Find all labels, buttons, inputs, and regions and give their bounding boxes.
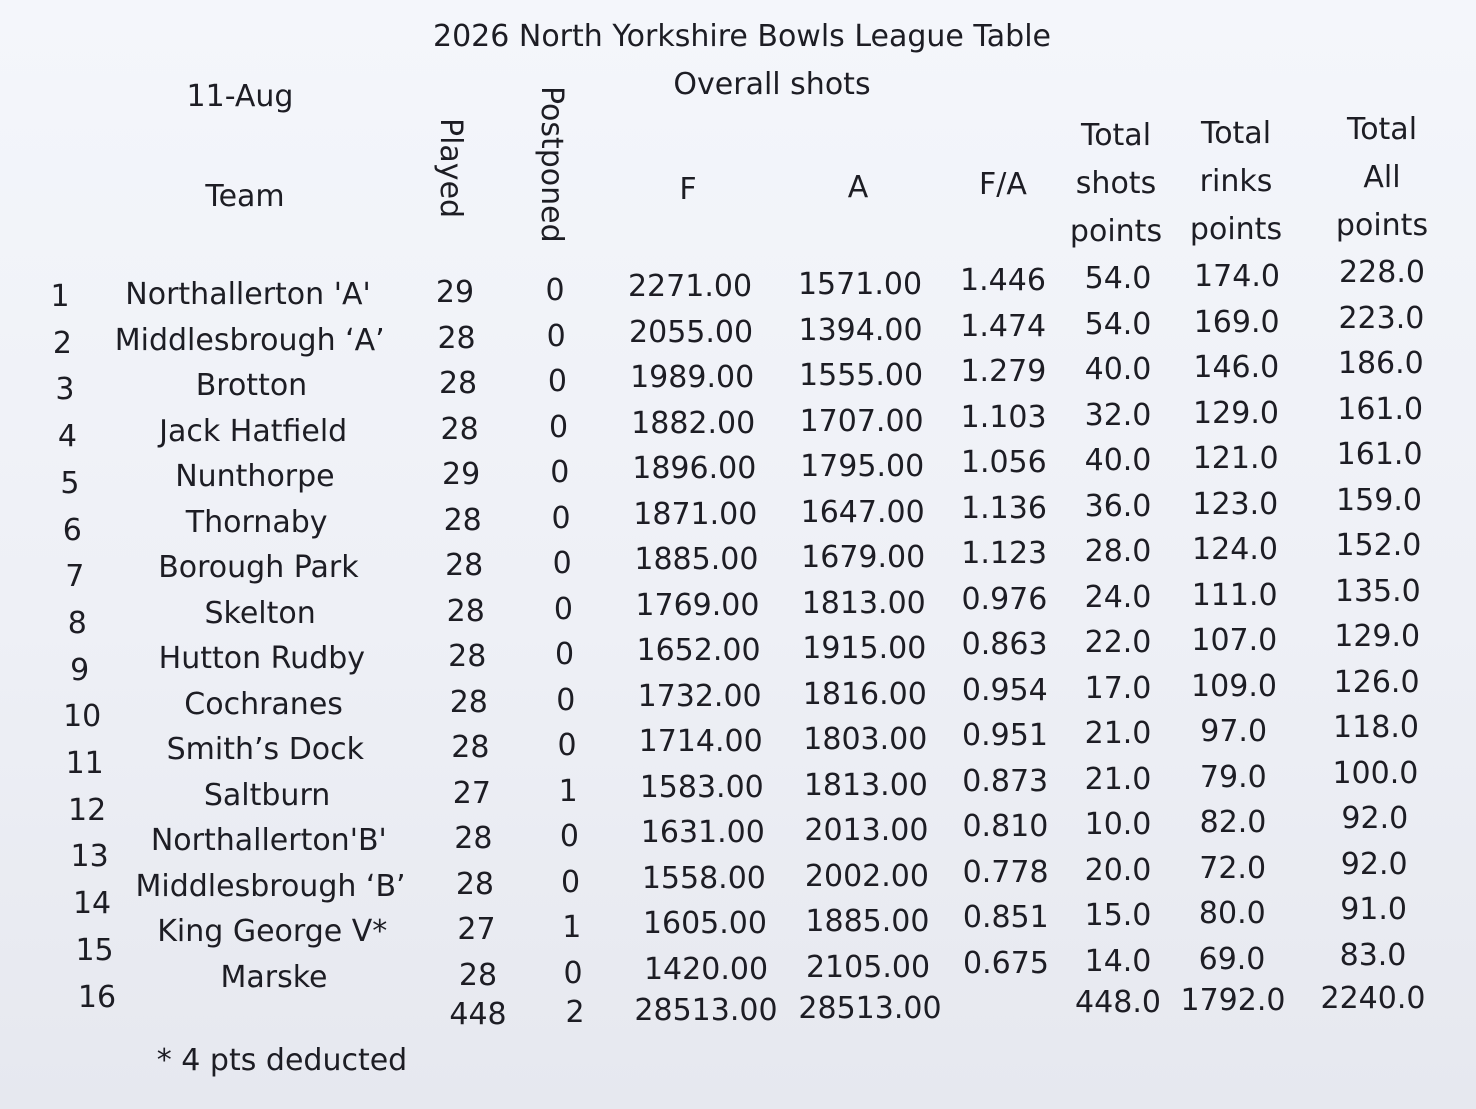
row-position: 3 bbox=[55, 372, 75, 408]
row-all-points: 186.0 bbox=[1337, 346, 1424, 381]
header-text: shots bbox=[1075, 166, 1157, 201]
row-a: 1813.00 bbox=[803, 767, 928, 803]
row-a: 1816.00 bbox=[802, 676, 927, 712]
row-postponed: 1 bbox=[562, 910, 582, 945]
row-all-points: 152.0 bbox=[1335, 528, 1422, 563]
row-postponed: 0 bbox=[551, 500, 571, 536]
row-rinks-points: 79.0 bbox=[1199, 759, 1267, 795]
row-team: Skelton bbox=[204, 595, 316, 631]
row-position: 2 bbox=[52, 325, 72, 361]
row-position: 4 bbox=[57, 419, 77, 455]
total-played: 448 bbox=[449, 997, 507, 1032]
row-fa: 0.863 bbox=[961, 627, 1048, 662]
row-fa: 1.103 bbox=[960, 399, 1047, 435]
row-shots-points: 20.0 bbox=[1084, 852, 1152, 888]
row-played: 27 bbox=[452, 775, 491, 811]
row-all-points: 92.0 bbox=[1341, 801, 1409, 836]
header-total-shots-points bbox=[1070, 112, 1162, 256]
row-postponed: 0 bbox=[555, 637, 575, 672]
row-rinks-points: 129.0 bbox=[1193, 395, 1279, 431]
row-fa: 1.446 bbox=[960, 263, 1046, 298]
row-fa: 0.873 bbox=[962, 763, 1049, 799]
row-postponed: 0 bbox=[557, 728, 577, 763]
row-shots-points: 14.0 bbox=[1084, 943, 1152, 979]
row-a: 1915.00 bbox=[802, 631, 927, 666]
row-a: 1571.00 bbox=[797, 267, 923, 302]
header-text: Total bbox=[1080, 118, 1152, 153]
row-a: 1795.00 bbox=[800, 449, 925, 484]
row-postponed: 0 bbox=[561, 864, 581, 900]
row-fa: 1.056 bbox=[960, 445, 1047, 480]
row-f: 1871.00 bbox=[633, 496, 758, 532]
row-rinks-points: 72.0 bbox=[1199, 850, 1267, 886]
row-f: 1583.00 bbox=[639, 769, 764, 805]
row-all-points: 100.0 bbox=[1332, 755, 1419, 791]
row-shots-points: 15.0 bbox=[1084, 898, 1152, 933]
row-shots-points: 54.0 bbox=[1084, 306, 1152, 342]
row-shots-points: 36.0 bbox=[1084, 488, 1152, 524]
footnote: * 4 pts deducted bbox=[156, 1043, 408, 1078]
row-played: 28 bbox=[448, 639, 487, 674]
header-fa: F/A bbox=[979, 167, 1027, 202]
row-fa: 1.279 bbox=[960, 354, 1047, 389]
row-a: 1885.00 bbox=[805, 904, 930, 939]
row-team: Hutton Rudby bbox=[158, 641, 366, 676]
row-postponed: 0 bbox=[553, 591, 573, 627]
header-text: All bbox=[1363, 160, 1401, 195]
total-rinks-points: 1792.0 bbox=[1180, 983, 1286, 1018]
row-position: 15 bbox=[75, 932, 114, 968]
row-a: 1803.00 bbox=[803, 722, 928, 757]
row-all-points: 83.0 bbox=[1339, 937, 1407, 973]
row-team: Saltburn bbox=[203, 777, 331, 813]
row-played: 28 bbox=[438, 366, 478, 401]
row-rinks-points: 121.0 bbox=[1192, 441, 1279, 476]
row-team: Borough Park bbox=[158, 550, 359, 585]
row-fa: 0.675 bbox=[963, 945, 1049, 981]
row-a: 1394.00 bbox=[798, 312, 923, 348]
row-played: 28 bbox=[440, 411, 479, 447]
row-played: 28 bbox=[437, 320, 476, 356]
row-f: 1714.00 bbox=[638, 724, 763, 759]
row-f: 1558.00 bbox=[641, 860, 766, 896]
row-all-points: 129.0 bbox=[1334, 619, 1421, 654]
row-position: 13 bbox=[70, 839, 109, 875]
row-shots-points: 28.0 bbox=[1084, 534, 1152, 569]
row-f: 2055.00 bbox=[629, 314, 754, 350]
row-position: 7 bbox=[65, 559, 85, 595]
row-position: 9 bbox=[70, 652, 90, 688]
row-played: 28 bbox=[446, 593, 485, 629]
row-position: 11 bbox=[65, 746, 104, 781]
row-all-points: 135.0 bbox=[1334, 573, 1421, 609]
row-team: Cochranes bbox=[184, 686, 343, 722]
row-shots-points: 17.0 bbox=[1084, 670, 1152, 706]
row-all-points: 159.0 bbox=[1336, 482, 1422, 518]
row-f: 1732.00 bbox=[637, 678, 762, 714]
row-all-points: 91.0 bbox=[1340, 892, 1407, 927]
row-rinks-points: 82.0 bbox=[1199, 805, 1267, 840]
row-fa: 1.136 bbox=[961, 490, 1047, 526]
row-played: 27 bbox=[457, 912, 496, 947]
header-postponed: Postponed bbox=[534, 86, 569, 243]
row-rinks-points: 97.0 bbox=[1200, 714, 1268, 749]
row-postponed: 0 bbox=[545, 273, 565, 308]
row-fa: 1.123 bbox=[961, 536, 1048, 571]
row-shots-points: 10.0 bbox=[1084, 807, 1152, 842]
row-team: Northallerton'B' bbox=[150, 823, 387, 858]
row-f: 1882.00 bbox=[631, 405, 756, 441]
row-position: 10 bbox=[63, 699, 102, 735]
row-postponed: 0 bbox=[546, 318, 566, 354]
row-postponed: 1 bbox=[558, 773, 578, 809]
row-team: Middlesbrough ‘B’ bbox=[135, 868, 406, 904]
row-played: 28 bbox=[454, 821, 493, 856]
row-postponed: 0 bbox=[563, 955, 583, 991]
header-text: Total bbox=[1200, 116, 1272, 151]
row-postponed: 0 bbox=[550, 455, 570, 490]
row-position: 6 bbox=[62, 512, 82, 548]
row-team: Smith’s Dock bbox=[166, 732, 365, 767]
row-shots-points: 21.0 bbox=[1084, 716, 1152, 751]
row-shots-points: 40.0 bbox=[1084, 352, 1152, 387]
row-all-points: 118.0 bbox=[1333, 710, 1419, 745]
header-a: A bbox=[847, 170, 869, 205]
total-all-points: 2240.0 bbox=[1320, 981, 1426, 1016]
row-a: 1813.00 bbox=[801, 585, 926, 621]
row-a: 2105.00 bbox=[805, 949, 931, 985]
row-position: 8 bbox=[67, 605, 87, 641]
total-f: 28513.00 bbox=[634, 993, 778, 1028]
row-played: 28 bbox=[445, 548, 484, 583]
row-a: 2002.00 bbox=[804, 858, 929, 894]
row-team: Thornaby bbox=[185, 504, 328, 540]
row-shots-points: 21.0 bbox=[1084, 761, 1152, 797]
row-position: 12 bbox=[68, 792, 107, 828]
row-fa: 0.976 bbox=[961, 581, 1048, 617]
row-all-points: 161.0 bbox=[1336, 437, 1423, 472]
header-total-all-points bbox=[1336, 106, 1428, 250]
row-rinks-points: 146.0 bbox=[1193, 350, 1280, 385]
row-rinks-points: 80.0 bbox=[1198, 896, 1266, 931]
table-subtitle: Overall shots bbox=[673, 67, 871, 102]
row-played: 28 bbox=[449, 684, 488, 720]
row-f: 1652.00 bbox=[636, 633, 761, 668]
row-team: Jack Hatfield bbox=[159, 413, 348, 449]
row-shots-points: 22.0 bbox=[1084, 625, 1152, 660]
row-postponed: 0 bbox=[547, 364, 567, 399]
row-postponed: 0 bbox=[559, 819, 579, 854]
table-title: 2026 North Yorkshire Bowls League Table bbox=[432, 19, 1052, 54]
row-a: 2013.00 bbox=[804, 813, 929, 848]
row-fa: 0.851 bbox=[962, 900, 1049, 935]
header-team: Team bbox=[205, 179, 285, 214]
row-f: 1631.00 bbox=[640, 815, 765, 850]
row-a: 1707.00 bbox=[799, 403, 924, 439]
header-text: points bbox=[1069, 214, 1163, 249]
row-fa: 0.778 bbox=[962, 854, 1049, 890]
row-f: 1605.00 bbox=[642, 906, 767, 941]
row-rinks-points: 69.0 bbox=[1198, 941, 1266, 977]
row-team: Nunthorpe bbox=[175, 459, 335, 494]
row-f: 1896.00 bbox=[632, 451, 757, 486]
row-shots-points: 32.0 bbox=[1084, 397, 1152, 433]
row-f: 1769.00 bbox=[635, 587, 760, 623]
row-postponed: 0 bbox=[549, 409, 569, 445]
row-shots-points: 40.0 bbox=[1084, 443, 1152, 478]
row-a: 1647.00 bbox=[800, 494, 925, 530]
row-fa: 0.951 bbox=[962, 718, 1048, 753]
row-f: 1885.00 bbox=[634, 542, 759, 577]
header-text: points bbox=[1189, 212, 1283, 247]
row-all-points: 92.0 bbox=[1340, 846, 1408, 882]
row-shots-points: 24.0 bbox=[1084, 579, 1152, 615]
row-rinks-points: 174.0 bbox=[1194, 259, 1280, 294]
row-f: 1989.00 bbox=[630, 360, 755, 395]
row-rinks-points: 169.0 bbox=[1193, 304, 1280, 340]
row-played: 29 bbox=[435, 275, 475, 310]
row-all-points: 228.0 bbox=[1339, 255, 1425, 290]
row-played: 29 bbox=[442, 457, 481, 492]
row-rinks-points: 107.0 bbox=[1191, 623, 1278, 658]
row-rinks-points: 111.0 bbox=[1191, 577, 1278, 613]
row-f: 2271.00 bbox=[627, 269, 753, 304]
total-postponed: 2 bbox=[565, 995, 585, 1030]
row-shots-points: 54.0 bbox=[1084, 261, 1152, 296]
row-a: 1679.00 bbox=[801, 540, 926, 575]
row-all-points: 161.0 bbox=[1337, 391, 1424, 427]
row-f: 1420.00 bbox=[643, 951, 769, 987]
row-all-points: 126.0 bbox=[1333, 664, 1420, 700]
row-position: 14 bbox=[72, 886, 112, 922]
row-team: Marske bbox=[220, 959, 328, 995]
row-rinks-points: 123.0 bbox=[1192, 486, 1279, 522]
row-team: Northallerton 'A' bbox=[125, 277, 371, 312]
row-all-points: 223.0 bbox=[1338, 300, 1425, 336]
row-position: 5 bbox=[60, 465, 80, 501]
row-team: King George V* bbox=[157, 914, 388, 949]
row-team: Middlesbrough ‘A’ bbox=[114, 322, 385, 358]
row-team: Brotton bbox=[195, 368, 308, 403]
row-position: 1 bbox=[50, 279, 70, 314]
header-f: F bbox=[679, 172, 697, 207]
row-played: 28 bbox=[451, 730, 490, 765]
row-played: 28 bbox=[443, 502, 482, 538]
header-total-rinks-points bbox=[1190, 110, 1282, 254]
header-played: Played bbox=[433, 118, 468, 219]
total-a: 28513.00 bbox=[798, 991, 942, 1026]
row-postponed: 0 bbox=[556, 682, 576, 718]
header-text: points bbox=[1335, 208, 1429, 243]
row-postponed: 0 bbox=[552, 546, 572, 581]
row-fa: 1.474 bbox=[960, 308, 1047, 344]
date-label: 11-Aug bbox=[186, 79, 294, 114]
row-rinks-points: 109.0 bbox=[1191, 668, 1277, 704]
row-played: 28 bbox=[458, 957, 498, 993]
row-fa: 0.954 bbox=[961, 672, 1048, 708]
row-position: 16 bbox=[77, 979, 117, 1015]
header-text: Total bbox=[1346, 112, 1418, 147]
row-rinks-points: 124.0 bbox=[1192, 532, 1278, 567]
total-shots-points: 448.0 bbox=[1075, 985, 1161, 1020]
row-played: 28 bbox=[455, 866, 495, 902]
row-a: 1555.00 bbox=[799, 358, 924, 393]
row-fa: 0.810 bbox=[962, 809, 1049, 844]
header-text: rinks bbox=[1199, 164, 1273, 199]
